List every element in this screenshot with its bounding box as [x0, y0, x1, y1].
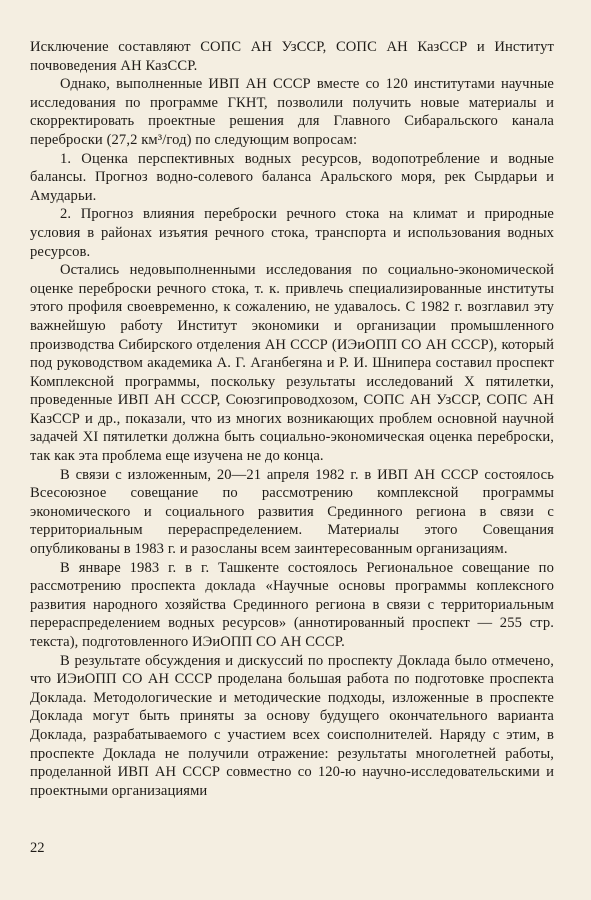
page-number: 22: [30, 840, 45, 856]
paragraph-8: В результате обсуждения и дискуссий по проспекту Доклада было отмечено, что ИЭиОПП СО АН СССР проделана большая работа по подготовке проспекта Доклада. Методологические и методические подходы, изложенные в проспекте Доклада могут быть приняты за основу будущего окончательного варианта Доклада, разрабатываемого с участием всех соисполнителей. Наряду с этим, в проспекте Доклада не получили отражение: результаты многолетней работы, проделанной ИВП АН СССР совместно со 120-ю научно-исследовательскими и проектными организациями: [30, 652, 554, 799]
paragraph-5: Остались недовыполненными исследования по социально-экономической оценке переброски речного стока, т. к. привлечь специализированные институты этого профиля своевременно, к сожалению, не удавалось. С 1982 г. возглавил эту важнейшую работу Институт экономики и организации промышленного производства Сибирского отделения АН СССР (ИЭиОПП СО АН СССР), который под руководством академика А. Г. Аганбегяна и Р. И. Шнипера составил проспект Комплексной программы, поскольку результаты исследований X пятилетки, проведенные ИВП АН СССР, Союзгипроводхозом, СОПС АН УзССР, СОПС АН КазССР и др., показали, что из многих возникающих проблем основной научной задачей XI пятилетки должна быть социально-экономическая оценка переброски, так как эта проблема еще изучена не до конца.: [30, 262, 554, 465]
paragraph-1: Исключение составляют СОПС АН УзССР, СОПС АН КазССР и Институт почвоведения АН КазССР.: [30, 39, 554, 74]
paragraph-4: 2. Прогноз влияния переброски речного стока на климат и природные условия в районах изъятия речного стока, транспорта и использования водных ресурсов.: [30, 206, 554, 260]
body-text: [30, 38, 554, 800]
paragraph-7: В январе 1983 г. в г. Ташкенте состоялось Региональное совещание по рассмотрению проспекта доклада «Научные основы программы коплексного развития народного хозяйства Срединного региона в связи с территориальным перераспределением водных ресурсов» (аннотированный проспект — 255 стр. текста), подготовленного ИЭиОПП СО АН СССР.: [30, 559, 554, 650]
paragraph-6: В связи с изложенным, 20—21 апреля 1982 г. в ИВП АН СССР состоялось Всесоюзное совещание по рассмотрению комплексной программы экономического и социального развития Срединного региона в связи с территориальным перераспределением. Материалы этого Совещания опубликованы в 1983 г. и разосланы всем заинтересованным организациям.: [30, 466, 554, 558]
paragraph-2: Однако, выполненные ИВП АН СССР вместе со 120 институтами научные исследования по программе ГКНТ, позволили получить новые материалы и скорректировать проектные решения для Главного Сибаральского канала переброски (27,2 км³/год) по следующим вопросам:: [30, 76, 554, 148]
paragraph-3: 1. Оценка перспективных водных ресурсов, водопотребление и водные балансы. Прогноз водно-солевого баланса Аральского моря, рек Сырдарьи и Амударьи.: [30, 150, 554, 204]
